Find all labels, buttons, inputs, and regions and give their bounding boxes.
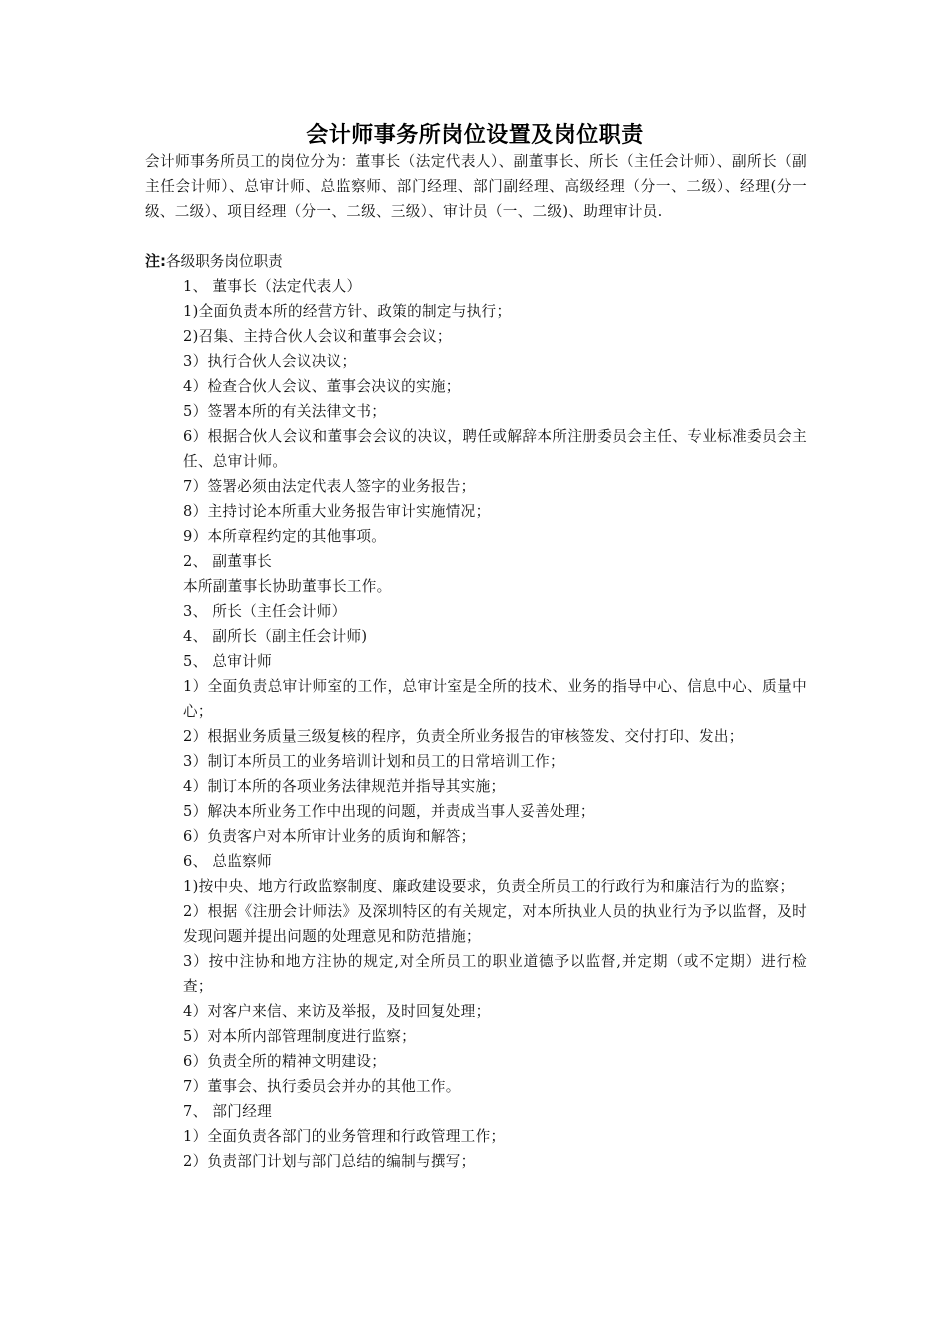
list-item: 6）负责全所的精神文明建设； [183, 1053, 387, 1070]
list-item: 4）检查合伙人会议、董事会决议的实施； [183, 378, 461, 395]
list-item: 2)召集、主持合伙人会议和董事会会议； [183, 328, 452, 345]
note-heading [145, 249, 807, 274]
note-label: 注: [145, 252, 166, 270]
list-item: 3）执行合伙人会议决议； [183, 353, 357, 370]
list-item: 5）解决本所业务工作中出现的问题，并责成当事人妥善处理； [183, 803, 595, 820]
list-item: 2）负责部门计划与部门总结的编制与撰写； [183, 1153, 476, 1170]
list-item: 1）全面负责总审计师室的工作，总审计室是全所的技术、业务的指导中心、信息中心、质量中心； [183, 678, 807, 720]
list-item: 5）对本所内部管理制度进行监察； [183, 1028, 416, 1045]
list-item: 7、 部门经理 [183, 1103, 272, 1120]
list-item: 1、 董事长（法定代表人） [183, 278, 362, 295]
list-item: 本所副董事长协助董事长工作。 [183, 578, 392, 595]
list-item: 4）制订本所的各项业务法律规范并指导其实施； [183, 778, 506, 795]
list-item: 3、 所长（主任会计师） [183, 603, 347, 620]
list-item: 3）按中注协和地方注协的规定,对全所员工的职业道德予以监督,并定期（或不定期）进行检查； [183, 953, 807, 995]
list-item: 2）根据《注册会计师法》及深圳特区的有关规定，对本所执业人员的执业行为予以监督，及时发现问题并提出问题的处理意见和防范措施； [183, 903, 807, 945]
list-item: 5、 总审计师 [183, 653, 272, 670]
list-item: 7）董事会、执行委员会并办的其他工作。 [183, 1078, 461, 1095]
list-item: 2、 副董事长 [183, 553, 272, 570]
duties-list [183, 274, 807, 1174]
list-item: 6）负责客户对本所审计业务的质询和解答； [183, 828, 476, 845]
list-item: 1)按中央、地方行政监察制度、廉政建设要求，负责全所员工的行政行为和廉洁行为的监察； [183, 878, 795, 895]
list-item: 1)全面负责本所的经营方针、政策的制定与执行； [183, 303, 512, 320]
list-item: 2）根据业务质量三级复核的程序，负责全所业务报告的审核签发、交付打印、发出； [183, 728, 744, 745]
intro-paragraph: 会计师事务所员工的岗位分为：董事长（法定代表人）、副董事长、所长（主任会计师）、副所长（副主任会计师）、总审计师、总监察师、部门经理、部门副经理、高级经理（分一、二级）、经理(分一级、二级）、项目经理（分一、二级、三级）、审计员（一、二级)、助理审计员. [145, 153, 807, 220]
list-item: 5）签署本所的有关法律文书； [183, 403, 387, 420]
list-item: 1）全面负责各部门的业务管理和行政管理工作； [183, 1128, 506, 1145]
list-item: 6、 总监察师 [183, 853, 272, 870]
list-item: 3）制订本所员工的业务培训计划和员工的日常培训工作； [183, 753, 565, 770]
list-item: 9）本所章程约定的其他事项。 [183, 528, 387, 545]
list-item: 4、 副所长（副主任会计师) [183, 628, 368, 645]
list-item: 7）签署必须由法定代表人签字的业务报告； [183, 478, 476, 495]
note-text: 各级职务岗位职责 [166, 253, 283, 270]
document-title: 会计师事务所岗位设置及岗位职责 [306, 123, 644, 148]
list-item: 4）对客户来信、来访及举报，及时回复处理； [183, 1003, 491, 1020]
list-item: 6）根据合伙人会议和董事会会议的决议，聘任或解辞本所注册委员会主任、专业标准委员会主任、总审计师。 [183, 428, 807, 470]
list-item: 8）主持讨论本所重大业务报告审计实施情况； [183, 503, 491, 520]
